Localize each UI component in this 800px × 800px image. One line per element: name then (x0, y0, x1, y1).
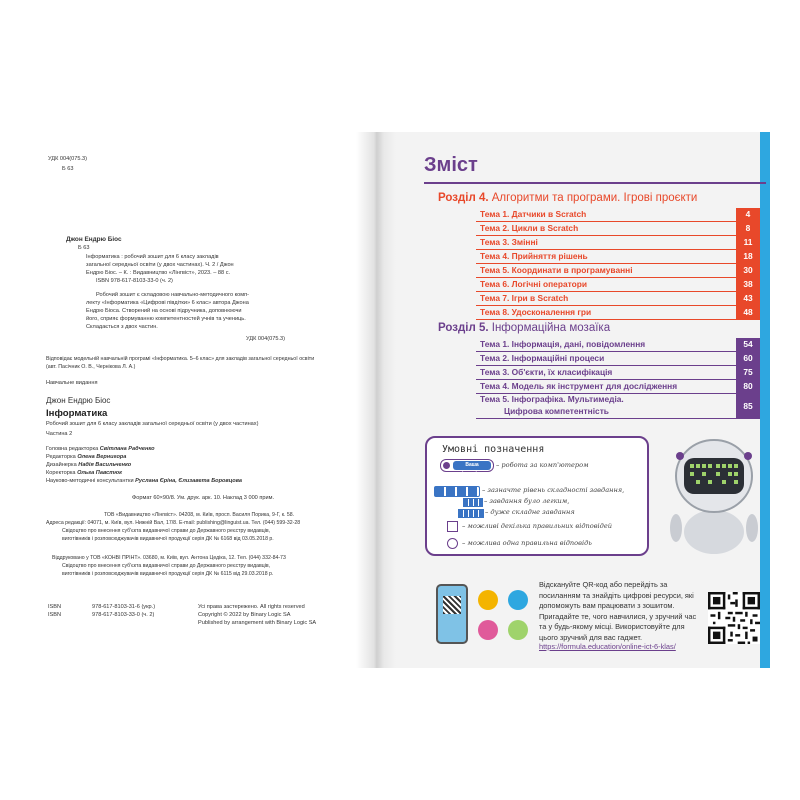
legend-item: – робота за комп'ютером (496, 461, 589, 469)
page-number: 85 (736, 394, 760, 418)
notes-icon (478, 620, 498, 640)
phone-qr-icon (443, 596, 461, 614)
edition-label: Навчальне видання (46, 380, 98, 386)
author-heading: Джон Ендрю Біос (66, 236, 122, 243)
author-name: Джон Ендрю Біос (46, 396, 111, 405)
page-number: 60 (736, 352, 760, 365)
qr-instructions: Відскануйте QR-код або перейдіть за посиланням та знайдіть цифрові ресурси, які допоможуть вам працювати з зошитом. Пригадайте те, чого навчилися, у зручний час та у будь-якому місці. Використовуйте для цього зручний для вас гаджет. (539, 580, 697, 642)
part-label: Частина 2 (46, 431, 73, 437)
page-number: 48 (736, 306, 760, 319)
toc-item[interactable]: Тема 7. Ігри в Scratch 43 (476, 292, 760, 306)
printer-line: виготівників і розповсюджувачів видавничої продукції серія ДК № 6115 від 29.03.2018 р. (62, 571, 274, 577)
page-number: 75 (736, 366, 760, 379)
toc-item[interactable]: Тема 1. Датчики в Scratch 4 (476, 208, 760, 222)
resource-link[interactable]: https://formula.education/online-ict-6-klas/ (539, 642, 676, 651)
page-number: 43 (736, 292, 760, 305)
isbn-label: ISBN (48, 604, 62, 610)
easy-scale-icon (463, 498, 483, 507)
isbn-number: 978-617-8103-33-0 (ч. 2) (92, 612, 155, 618)
credit-line: Коректорка Ольга Павстюк (46, 470, 122, 476)
udk-code-right: УДК 004(075.3) (246, 336, 285, 342)
credit-line: Головна редакторка Світлана Радченко (46, 446, 155, 452)
annotation-line: Робочий зошит є складовою навчально-методичного комп- (96, 292, 249, 298)
program-line: (авт. Пасічник О. В., Чернікова Л. А.) (46, 364, 136, 370)
page-number: 4 (736, 208, 760, 221)
author-code: Б 63 (62, 166, 74, 172)
page-number: 11 (736, 236, 760, 249)
toc-item[interactable]: Тема 5. Інфографіка. Мультимедіа. Цифрова компетентність 85 (476, 394, 760, 419)
radio-icon (447, 538, 458, 549)
legend-item: – можливі декілька правильних відповідей (462, 522, 612, 530)
page-number: 8 (736, 222, 760, 235)
tablet-icon (508, 590, 528, 610)
toc-item[interactable]: Тема 2. Цикли в Scratch 8 (476, 222, 760, 236)
legend-item: – завдання було легким, (484, 497, 570, 505)
toc-item[interactable]: Тема 6. Логічні оператори 38 (476, 278, 760, 292)
publisher-line: Адреса редакції: 04071, м. Київ, вул. Нижній Вал, 17/8. Е-mail: publishing@linguist.ua. Тел. (044) 599-32-28 (46, 520, 301, 526)
section-4-title: Розділ 4. Алгоритми та програми. Ігрові проєкти (438, 192, 698, 204)
author-code-2: Б 63 (78, 245, 90, 251)
robot-mascot-icon (664, 432, 764, 557)
annotation-line: лекту «Інформатика «Цифрові півдітки» 6 клас» автора Джона (86, 300, 249, 306)
biblio-line: Інформатика : робочий зошит для 6 класу закладів (86, 254, 219, 260)
page-number: 30 (736, 264, 760, 277)
page-number: 54 (736, 338, 760, 351)
book-gutter (356, 132, 396, 668)
annotation-line: його, сприяє формуванню компетентностей учнів та учениць. (86, 316, 246, 322)
credit-line: Науково-методичні консультантки Руслана Єріна, Єлизавета Боровцова (46, 478, 243, 484)
toc-item[interactable]: Тема 2. Інформаційні процеси 60 (476, 352, 760, 366)
book-title: Інформатика (46, 408, 108, 419)
publisher-line: ТОВ «Видавництво «Лінгвіст». 04208, м. Київ, просп. Василя Порика, 9-Г, к. 58. (104, 512, 295, 518)
contents-heading: Зміст (424, 154, 478, 176)
section-5-title: Розділ 5. Інформаційна мозаїка (438, 322, 611, 334)
legend-item: – зазначте рівень складності завдання, (482, 486, 625, 494)
isbn-label: ISBN (48, 612, 62, 618)
qr-code-icon[interactable] (708, 592, 760, 644)
hard-scale-icon (458, 509, 484, 518)
checkbox-icon (447, 521, 458, 532)
legend-item: – дуже складне завдання (485, 508, 575, 516)
isbn-number: 978-617-8103-31-6 (укр.) (92, 604, 156, 610)
format-line: Формат 60×90/8. Ум. друк. арк. 10. Наклад 3 000 прим. (132, 495, 275, 501)
biblio-line: загальної середньої освіти (у двох частинах). Ч. 2 / Джон (86, 262, 234, 268)
toc-item[interactable]: Тема 8. Удосконалення гри 48 (476, 306, 760, 320)
activity-badge (440, 459, 494, 477)
annotation-line: Ендрю Біоса. Створений на основі підручника, доповнюючи (86, 308, 242, 314)
computer-icon (443, 462, 450, 469)
toc-item[interactable]: Тема 5. Координати в програмуванні 30 (476, 264, 760, 278)
lightbulb-icon (508, 620, 528, 640)
credit-line: Редакторка Олена Вернигора (46, 454, 127, 460)
book-subtitle: Робочий зошит для 6 класу закладів загальної середньої освіти (у двох частинах) (46, 421, 259, 427)
page-number: 80 (736, 380, 760, 393)
book-icon (478, 590, 498, 610)
page-number: 38 (736, 278, 760, 291)
toc-item[interactable]: Тема 3. Змінні 11 (476, 236, 760, 250)
rights-note: Усі права застережено. All rights reserved (198, 604, 305, 610)
biblio-line: ISBN 978-617-8103-33-0 (ч. 2) (96, 278, 173, 284)
activity-label: Ваша діяльність (453, 461, 491, 470)
toc-item[interactable]: Тема 3. Об'єкти, їх класифікація 75 (476, 366, 760, 380)
program-line: Відповідає модельній навчальній програмі «Інформатика. 5–6 клас» для закладів загальної середньої освіти (46, 356, 315, 362)
biblio-line: Ендрю Біос. – К. : Видавництво «Лінгвіст», 2023. – 88 с. (86, 270, 231, 276)
printer-line: Віддруковано у ТОВ «КОНВІ ПРІНТ». 03680, м. Київ, вул. Антона Цедіка, 12. Тел. (044) 332-84-73 (52, 555, 286, 561)
difficulty-scale-icon (434, 486, 480, 497)
publisher-line: виготівників і розповсюджувачів видавничої продукції серія ДК № 6168 від 03.05.2018 р. (62, 536, 274, 542)
toc-item[interactable]: Тема 4. Прийняття рішень 18 (476, 250, 760, 264)
heading-rule (424, 182, 766, 184)
annotation-line: Складається з двох частин. (86, 324, 158, 330)
publisher-line: Свідоцтво про внесення суб'єкта видавничої справи до Державного реєстру видавців, (62, 528, 271, 534)
toc-item[interactable]: Тема 1. Інформація, дані, повідомлення 54 (476, 338, 760, 352)
printer-line: Свідоцтво про внесення суб'єкта видавничої справи до Державного реєстру видавців, (62, 563, 271, 569)
udk-code: УДК 004(075.3) (48, 156, 87, 162)
legend-item: – можлива одна правильна відповідь (462, 539, 592, 547)
page-edge-stripe (760, 132, 770, 668)
page-number: 18 (736, 250, 760, 263)
copyright-note: Copyright © 2022 by Binary Logic SA (198, 612, 291, 618)
legend-title: Умовні позначення (442, 444, 545, 455)
toc-item[interactable]: Тема 4. Модель як інструмент для дослідження 80 (476, 380, 760, 394)
arrangement-note: Published by arrangement with Binary Logic SA (198, 620, 317, 626)
credit-line: Дизайнерка Надія Васильченко (46, 462, 132, 468)
phone-icon (436, 584, 468, 644)
